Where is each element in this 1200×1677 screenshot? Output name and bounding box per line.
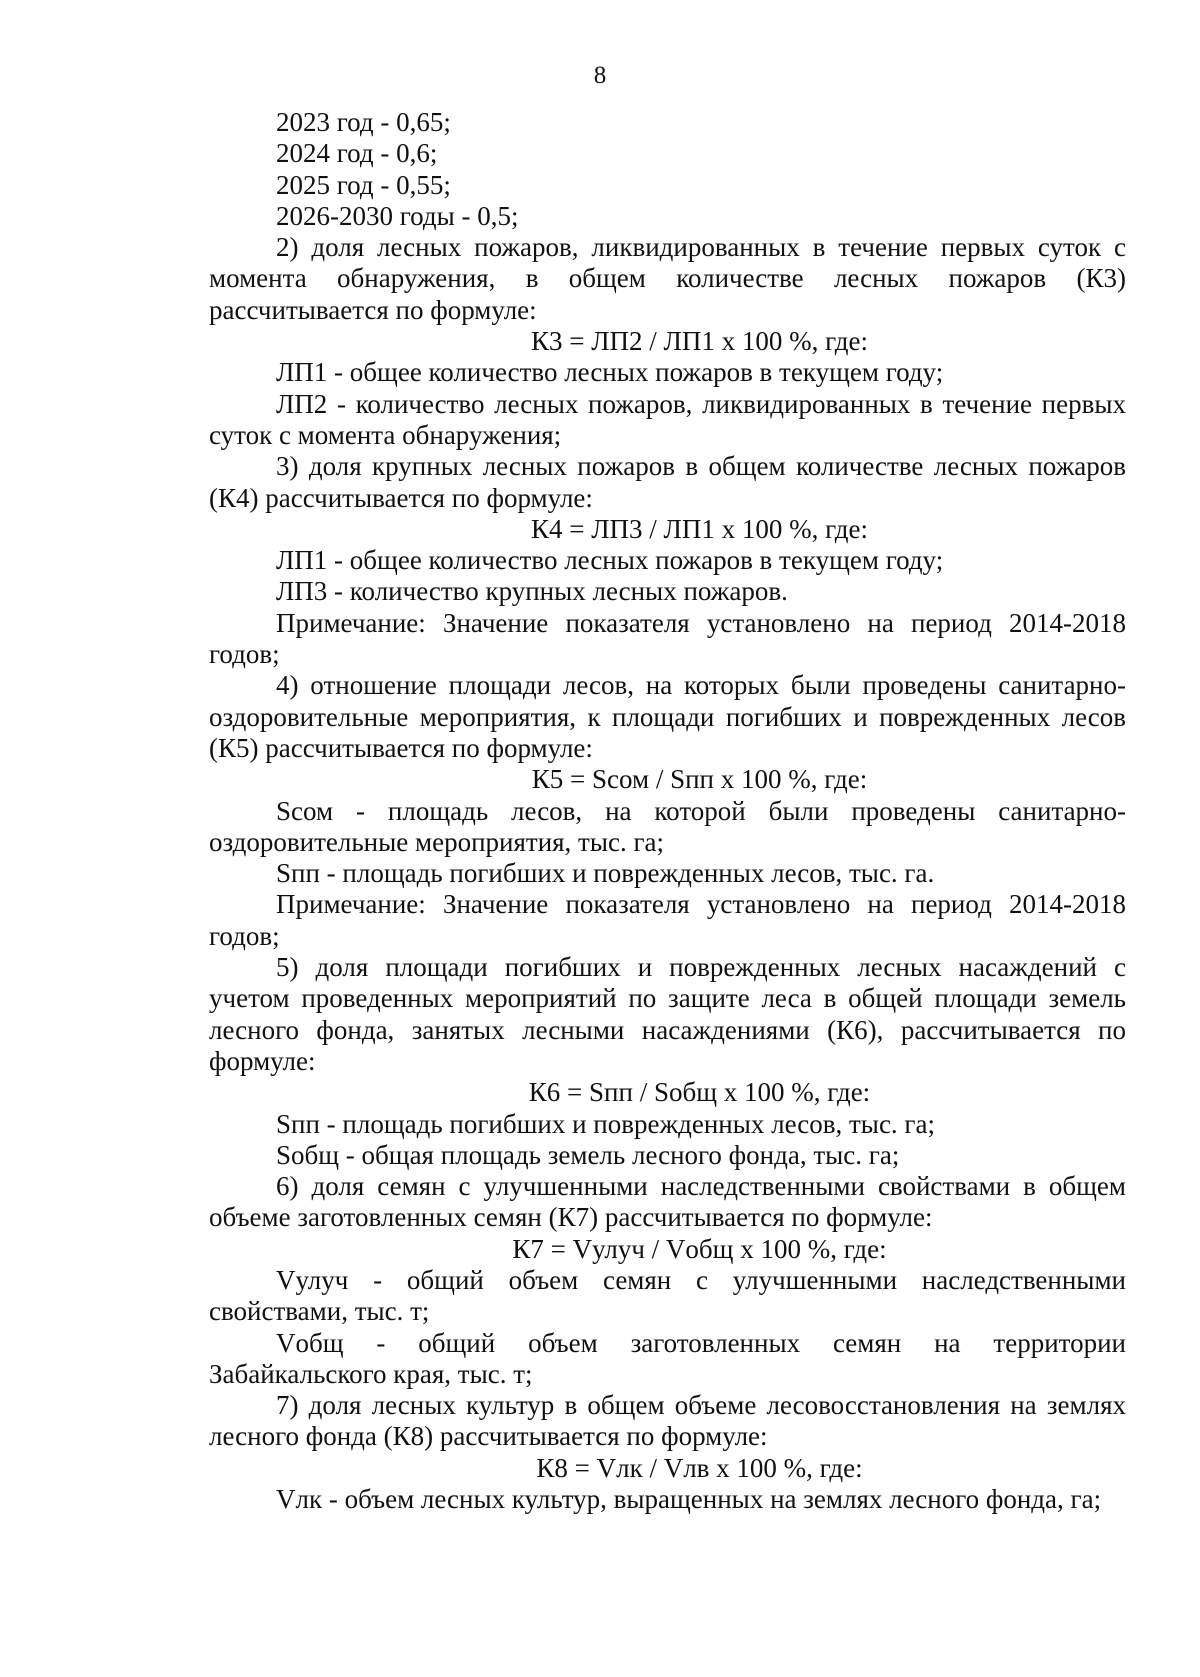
year-value-line: 2025 год - 0,55; bbox=[276, 169, 451, 200]
formula-k7: К7 = Vулуч / Vобщ х 100 %, где: bbox=[512, 1233, 887, 1264]
indicator-definition-k7: 6) доля семян с улучшенными наследственными свойствами в общем объеме заготовленных семян (К7) рассчитывается по формуле: bbox=[209, 1171, 1126, 1233]
note-paragraph: Примечание: Значение показателя установлено на период 2014-2018 годов; bbox=[209, 889, 1126, 951]
variable-definition: ЛП1 - общее количество лесных пожаров в текущем году; bbox=[276, 545, 944, 576]
indicator-definition-k6: 5) доля площади погибших и поврежденных лесных насаждений с учетом проведенных мероприятий по защите леса в общей площади земель лесного фонда, занятых лесными насаждениями (К6), рассчитывается по формуле: bbox=[209, 952, 1126, 1076]
formula-k5: К5 = Sсом / Sпп х 100 %, где: bbox=[531, 764, 868, 795]
note-paragraph: Примечание: Значение показателя установлено на период 2014-2018 годов; bbox=[209, 607, 1126, 670]
year-value-line: 2023 год - 0,65; bbox=[276, 107, 451, 137]
variable-definition: Vулуч - общий объем семян с улучшенными наследственными свойствами, тыс. т; bbox=[209, 1264, 1126, 1327]
indicator-definition-k3: 2) доля лесных пожаров, ликвидированных в течение первых суток с момента обнаружения, в общем количестве лесных пожаров (К3) рассчитывается по формуле: bbox=[209, 232, 1126, 325]
variable-definition: ЛП2 - количество лесных пожаров, ликвидированных в течение первых суток с момента обнаружения; bbox=[209, 388, 1126, 450]
variable-definition: Sобщ - общая площадь земель лесного фонда, тыс. га; bbox=[276, 1139, 900, 1170]
variable-definition: Sпп - площадь погибших и поврежденных лесов, тыс. га; bbox=[276, 1108, 935, 1139]
page-number: 8 bbox=[593, 62, 607, 89]
variable-definition: Vобщ - общий объем заготовленных семян на территории Забайкальского края, тыс. т; bbox=[209, 1327, 1126, 1389]
formula-k4: К4 = ЛП3 / ЛП1 х 100 %, где: bbox=[530, 513, 869, 544]
variable-definition: Vлк - объем лесных культур, выращенных на землях лесного фонда, га; bbox=[276, 1484, 1102, 1515]
variable-definition: Sпп - площадь погибших и поврежденных лесов, тыс. га. bbox=[276, 858, 935, 889]
variable-definition: Sсом - площадь лесов, на которой были проведены санитарно-оздоровительные мероприятия, тыс. га; bbox=[209, 795, 1126, 857]
document-body bbox=[209, 107, 1126, 1515]
variable-definition: ЛП1 - общее количество лесных пожаров в текущем году; bbox=[276, 357, 944, 388]
indicator-definition-k4: 3) доля крупных лесных пожаров в общем количестве лесных пожаров (К4) рассчитывается по формуле: bbox=[209, 451, 1126, 513]
indicator-definition-k8: 7) доля лесных культур в общем объеме лесовосстановления на землях лесного фонда (К8) рассчитывается по формуле: bbox=[209, 1390, 1126, 1452]
variable-definition: ЛП3 - количество крупных лесных пожаров. bbox=[276, 576, 788, 607]
year-value-line: 2024 год - 0,6; bbox=[276, 138, 438, 169]
year-value-line: 2026-2030 годы - 0,5; bbox=[276, 200, 519, 231]
formula-k3: К3 = ЛП2 / ЛП1 х 100 %, где: bbox=[530, 326, 869, 357]
formula-k8: К8 = Vлк / Vлв х 100 %, где: bbox=[536, 1452, 863, 1483]
indicator-definition-k5: 4) отношение площади лесов, на которых были проведены санитарно-оздоровительные мероприятия, к площади погибших и поврежденных лесов (К5) рассчитывается по формуле: bbox=[209, 670, 1126, 763]
formula-k6: К6 = Sпп / Sобщ х 100 %, где: bbox=[528, 1077, 871, 1108]
